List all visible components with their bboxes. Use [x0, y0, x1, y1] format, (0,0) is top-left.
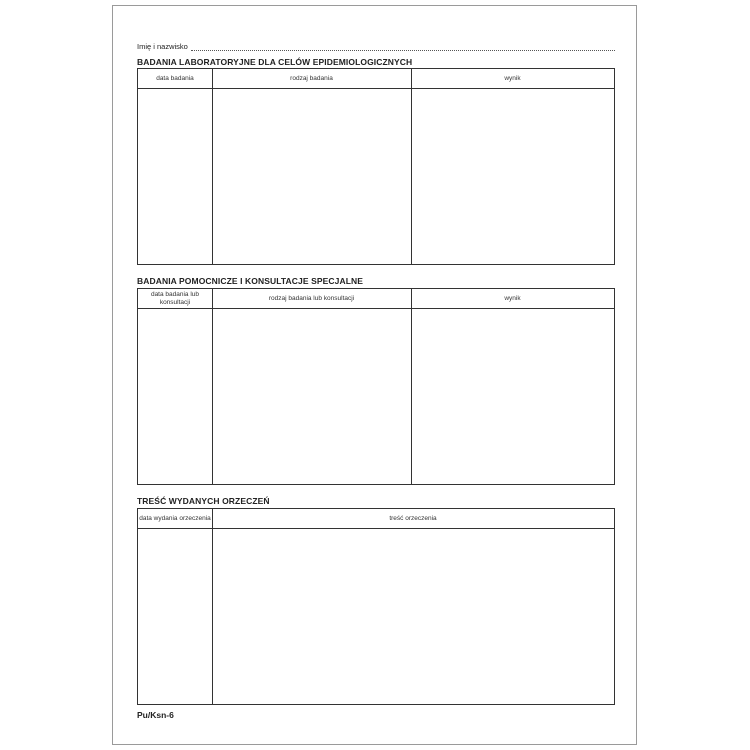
column-header-test-type: rodzaj badania — [290, 74, 333, 82]
section-title-auxiliary: BADANIA POMOCNICZE I KONSULTACJE SPECJALNE — [137, 276, 364, 286]
name-field[interactable] — [137, 42, 615, 51]
section-title-decisions: TREŚĆ WYDANYCH ORZECZEŃ — [137, 496, 270, 506]
column-header-result: wynik — [504, 74, 521, 82]
column-divider — [411, 289, 412, 484]
table-auxiliary — [137, 288, 615, 485]
column-divider — [212, 509, 213, 704]
name-field-label: Imię i nazwisko — [137, 42, 188, 51]
column-divider — [212, 289, 213, 484]
column-header-date: data badania — [156, 74, 194, 82]
section-title-laboratory: BADANIA LABORATORYJNE DLA CELÓW EPIDEMIOLOGICZNYCH — [137, 57, 413, 67]
form-code: Pu/Ksn-6 — [137, 710, 174, 720]
column-header-date: data wydania orzeczenia — [139, 514, 211, 522]
table-decisions — [137, 508, 615, 705]
column-header-date: data badania lub konsultacji — [150, 290, 200, 306]
table-laboratory — [137, 68, 615, 265]
form-page — [112, 5, 637, 745]
column-header-decision-content: treść orzeczenia — [389, 514, 437, 522]
column-divider — [411, 69, 412, 264]
column-header-test-type: rodzaj badania lub konsultacji — [268, 294, 355, 302]
name-field-dotted-line — [191, 43, 615, 51]
column-divider — [212, 69, 213, 264]
column-header-result: wynik — [504, 294, 521, 302]
